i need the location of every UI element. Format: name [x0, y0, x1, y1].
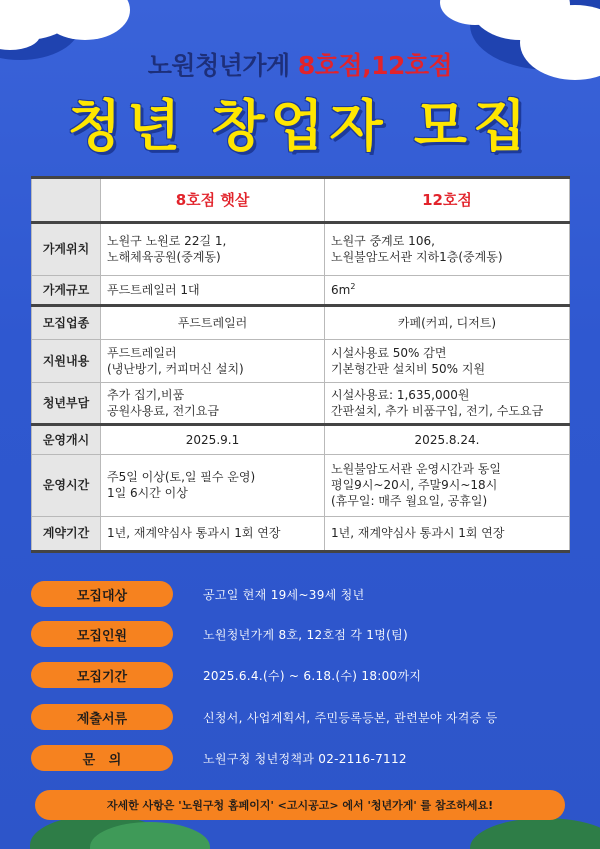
table-row	[32, 276, 570, 306]
row-label-size: 가게규모	[32, 276, 101, 306]
info-row-documents	[31, 704, 498, 730]
row-label-support: 지원내용	[32, 339, 101, 382]
cell-hours-12	[325, 454, 570, 516]
row-label-burden: 청년부담	[32, 382, 101, 425]
info-text-target: 공고일 현재 19세~39세 청년	[203, 587, 365, 602]
cell-contract-8: 1년, 재계약심사 통과시 1회 연장	[101, 516, 325, 551]
cell-text: 푸드트레일러 (냉난방기, 커피머신 설치)	[107, 345, 244, 376]
info-text-headcount: 노원청년가게 8호, 12호점 각 1명(팀)	[203, 627, 408, 642]
info-label-documents: 제출서류	[31, 704, 173, 730]
table-row	[32, 454, 570, 516]
info-label-target: 모집대상	[31, 581, 173, 607]
cell-contract-12: 1년, 재계약심사 통과시 1회 연장	[325, 516, 570, 551]
info-label-period: 모집기간	[31, 662, 173, 688]
row-label-business-type: 모집업종	[32, 305, 101, 339]
info-row-period	[31, 662, 421, 688]
cell-text: 시설사용료: 1,635,000원 간판설치, 추가 비품구입, 전기, 수도요금	[331, 387, 544, 418]
row-label-location: 가게위치	[32, 222, 101, 275]
info-text-period: 2025.6.4.(수) ~ 6.18.(수) 18:00까지	[203, 668, 422, 683]
info-label-contact: 문 의	[31, 745, 173, 771]
info-label-headcount: 모집인원	[31, 621, 173, 647]
table-row	[32, 305, 570, 339]
subtitle-prefix: 노원청년가게	[147, 51, 290, 80]
row-label-contract: 계약기간	[32, 516, 101, 551]
cell-size-8: 푸드트레일러 1대	[101, 276, 325, 306]
cell-burden-8	[101, 382, 325, 425]
cell-text: 노원구 중계로 106, 노원불암도서관 지하1층(중계동)	[331, 234, 503, 265]
table-row	[32, 382, 570, 425]
table-header-row	[32, 178, 570, 223]
row-label-start-date: 운영개시	[32, 425, 101, 455]
cell-burden-12	[325, 382, 570, 425]
cell-location-8	[101, 222, 325, 275]
info-row-target	[31, 581, 364, 607]
cell-start-date-8: 2025.9.1	[101, 425, 325, 455]
info-text-documents: 신청서, 사업계획서, 주민등록등본, 관련분야 자격증 등	[203, 710, 498, 725]
table-corner	[32, 178, 101, 223]
table-row	[32, 222, 570, 275]
size-unit-superscript: 2	[350, 281, 356, 291]
col-header-store-8: 8호점 햇살	[101, 178, 325, 223]
size-value: 6m	[331, 282, 351, 297]
cell-support-8	[101, 339, 325, 382]
info-row-headcount	[31, 621, 408, 647]
col-header-store-12: 12호점	[325, 178, 570, 223]
info-text-contact: 노원구청 청년정책과 02-2116-7112	[203, 751, 407, 766]
cell-size-12	[325, 276, 570, 306]
info-row-contact	[31, 745, 407, 771]
cell-text: 노원불암도서관 운영시간과 동일 평일9시~20시, 주말9시~18시 (휴무일: 매주 월요일, 공휴일)	[331, 462, 501, 509]
poster-title: 청년 창업자 모집	[67, 94, 533, 158]
notice-banner: 자세한 사항은 '노원구청 홈페이지' <고시공고> 에서 '청년가게' 를 참조하세요!	[35, 790, 565, 820]
cell-start-date-12: 2025.8.24.	[325, 425, 570, 455]
subtitle-highlight: 8호점,12호점	[297, 51, 453, 80]
table-row	[32, 516, 570, 551]
cell-business-type-12: 카페(커피, 디저트)	[325, 305, 570, 339]
cell-text: 시설사용료 50% 감면 기본형간판 설치비 50% 지원	[331, 345, 486, 376]
cell-hours-8	[101, 454, 325, 516]
table-row	[32, 339, 570, 382]
store-info-table	[31, 176, 569, 553]
cell-text: 추가 집기,비품 공원사용료, 전기요금	[107, 387, 219, 418]
cell-text: 주5일 이상(토,일 필수 운영) 1일 6시간 이상	[107, 470, 256, 501]
cell-text: 노원구 노원로 22길 1, 노해체육공원(중계동)	[107, 234, 227, 265]
cell-location-12	[325, 222, 570, 275]
cell-support-12	[325, 339, 570, 382]
table-row	[32, 425, 570, 455]
poster-subtitle	[0, 46, 600, 82]
cell-business-type-8: 푸드트레일러	[101, 305, 325, 339]
row-label-hours: 운영시간	[32, 454, 101, 516]
